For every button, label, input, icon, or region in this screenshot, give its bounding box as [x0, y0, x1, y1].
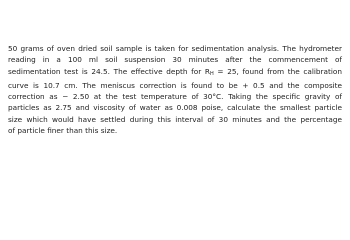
problem-line-6: particles as 2.75 and viscosity of water as 0.008 poise, calculate the smallest particle	[8, 103, 342, 113]
problem-line-4: curve is 10.7 cm. The meniscus correction is found to be + 0.5 and the composite	[8, 80, 342, 90]
problem-line-8: of particle finer than this size.	[8, 126, 118, 136]
problem-line-7: size which would have settled during this interval of 30 minutes and the percentage	[8, 114, 342, 124]
subscript-h: H	[209, 70, 214, 77]
problem-line-3-text-a: sedimentation test is 24.5. The effective depth for R	[8, 66, 210, 76]
problem-statement	[8, 43, 342, 136]
problem-line-1: 50 grams of oven dried soil sample is taken for sedimentation analysis. The hydrometer	[8, 44, 342, 53]
problem-line-3-text-b: = 25, found from the calibration	[213, 66, 342, 76]
problem-line-2: reading in a 100 ml soil suspension 30 minutes after the commencement of	[8, 55, 342, 65]
problem-line-3	[8, 66, 342, 80]
problem-line-5: correction as − 2.50 at the test temperature of 30°C. Taking the specific gravity of	[8, 92, 342, 102]
